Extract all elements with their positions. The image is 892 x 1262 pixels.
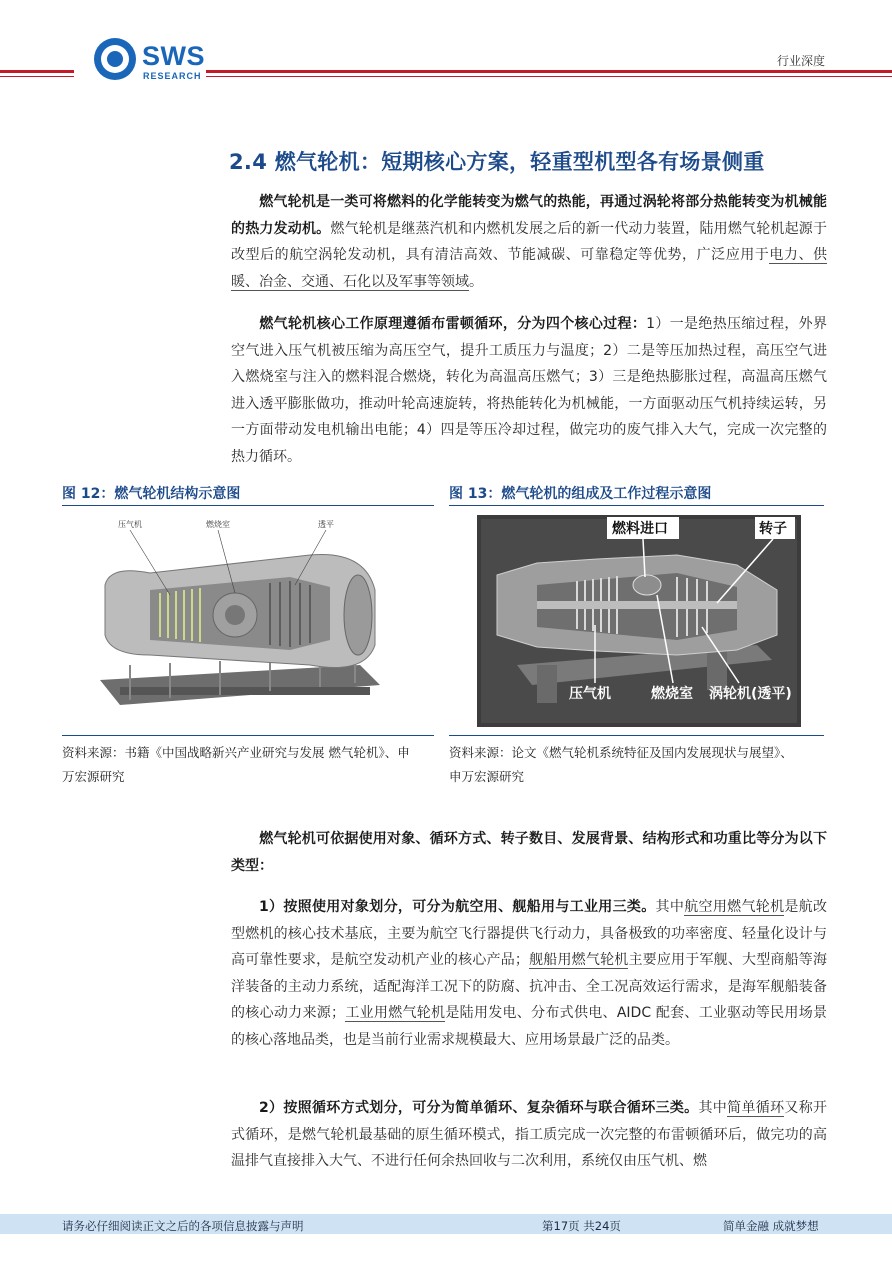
figure-rule <box>62 735 434 736</box>
paragraph-text: 是航改型燃机的核心技术基底，主要为航空飞行器提供飞行动力，具备极致的功率密度、轻量化设计与高可靠性要求，是航空发动机产业的核心产品； <box>231 899 828 969</box>
header-rule <box>206 76 892 77</box>
paragraph-lead: 2）按照循环方式划分，可分为简单循环、复杂循环与联合循环三类。 <box>259 1100 699 1116</box>
paragraph-text: 又称开式循环，是燃气轮机最基础的原生循环模式，指工质完成一次完整的布雷顿循环后，做完功的高温排气直接排入大气、不进行任何余热回收与二次利用，系统仅由压气机、燃 <box>231 1100 827 1170</box>
figure-label: 转子 <box>759 521 787 537</box>
figure-label: 燃烧室 <box>206 520 230 529</box>
figure-rule <box>449 735 824 736</box>
sws-logo <box>94 38 206 84</box>
paragraph-classification <box>231 826 827 879</box>
figure-12-source: 资料来源：书籍《中国战略新兴产业研究与发展 燃气轮机》、申万宏源研究 <box>62 745 410 784</box>
report-category: 行业深度 <box>777 54 826 68</box>
paragraph-lead: 1）按照使用对象划分，可分为航空用、舰船用与工业用三类。 <box>259 899 656 915</box>
paragraph-text: 。 <box>469 273 483 290</box>
figure-13-title: 图 13：燃气轮机的组成及工作过程示意图 <box>449 486 712 502</box>
figure-13-source: 资料来源：论文《燃气轮机系统特征及国内发展现状与展望》、申万宏源研究 <box>449 745 793 784</box>
figure-12-title: 图 12：燃气轮机结构示意图 <box>62 486 241 502</box>
figure-label: 压气机 <box>569 686 611 702</box>
logo-subtext: RESEARCH <box>143 71 202 81</box>
paragraph-lead: 燃气轮机可依据使用对象、循环方式、转子数目、发展背景、结构形式和功重比等分为以下类型： <box>231 831 827 874</box>
underlined-text: 航空用燃气轮机 <box>684 899 785 915</box>
logo-text: SWS <box>142 41 206 71</box>
paragraph-lead: 燃气轮机核心工作原理遵循布雷顿循环，分为四个核心过程： <box>259 316 647 332</box>
paragraph-text: 是陆用发电、分布式供电、AIDC 配套、工业驱动等民用场景的核心落地品类，也是当前行业需求规模最大、应用场景最广泛的品类。 <box>231 1005 828 1048</box>
header-rule <box>0 70 74 73</box>
section-title: 2.4 燃气轮机：短期核心方案，轻重型机型各有场景侧重 <box>229 150 765 174</box>
underlined-text: 电力、供暖、冶金、交通、石化以及军事等领域 <box>231 247 828 290</box>
figure-label: 涡轮机(透平) <box>709 686 792 702</box>
paragraph-text: 其中 <box>655 899 685 915</box>
paragraph-text: 燃气轮机是继蒸汽机和内燃机发展之后的新一代动力装置，陆用燃气轮机起源于改型后的航空涡轮发动机，具有清洁高效、节能减碳、可靠稳定等优势，广泛应用于 <box>231 220 828 264</box>
underlined-text: 工业用燃气轮机 <box>345 1005 446 1022</box>
gas-turbine-structure-image <box>90 515 390 725</box>
figure-label: 燃烧室 <box>651 686 693 702</box>
paragraph-by-usage <box>231 894 827 1054</box>
page-header <box>0 0 892 90</box>
paragraph-lead: 燃气轮机是一类可将燃料的化学能转变为燃气的热能，再通过涡轮将部分热能转变为机械能的热力发动机。 <box>231 194 827 237</box>
paragraph-text: 1）一是绝热压缩过程，外界空气进入压气机被压缩为高压空气，提升工质压力与温度；2）二是等压加热过程，高压空气进入燃烧室与注入的燃料混合燃烧，转化为高温高压燃气；3）三是绝热膨胀过程，高温高压燃气进入透平膨胀做功，推动叶轮高速旋转，将热能转化为机械能，一方面驱动压气机持续运转，另一方面带动发电机输出电能；4）四是等压冷却过程，做完功的废气排入大气，完成一次完整的热力循环。 <box>231 316 827 465</box>
header-rule <box>0 76 74 77</box>
footer-slogan: 简单金融 成就梦想 <box>723 1219 819 1233</box>
paragraph-principle <box>231 311 827 471</box>
underlined-text: 简单循环 <box>727 1100 785 1116</box>
paragraph-text: 主要应用于军舰、大型商船等海洋装备的主动力系统，适配海洋工况下的防腐、抗冲击、全工况高效运行需求，是海军舰船装备的核心动力来源； <box>231 952 828 1022</box>
underlined-text: 舰船用燃气轮机 <box>528 952 629 969</box>
figure-rule <box>449 505 824 506</box>
gas-turbine-process-image <box>477 515 801 727</box>
figure-label: 透平 <box>318 520 334 529</box>
footer-disclaimer: 请务必仔细阅读正文之后的各项信息披露与声明 <box>62 1219 304 1233</box>
paragraph-by-cycle <box>231 1095 827 1175</box>
figure-rule <box>62 505 434 506</box>
header-rule <box>206 70 892 73</box>
figure-label: 燃料进口 <box>612 521 668 537</box>
logo-emblem-icon <box>94 38 136 80</box>
figure-label: 压气机 <box>118 520 142 529</box>
paragraph-text: 其中 <box>698 1100 728 1116</box>
paragraph-definition <box>231 189 827 295</box>
page-number: 第17页 共24页 <box>542 1219 621 1233</box>
